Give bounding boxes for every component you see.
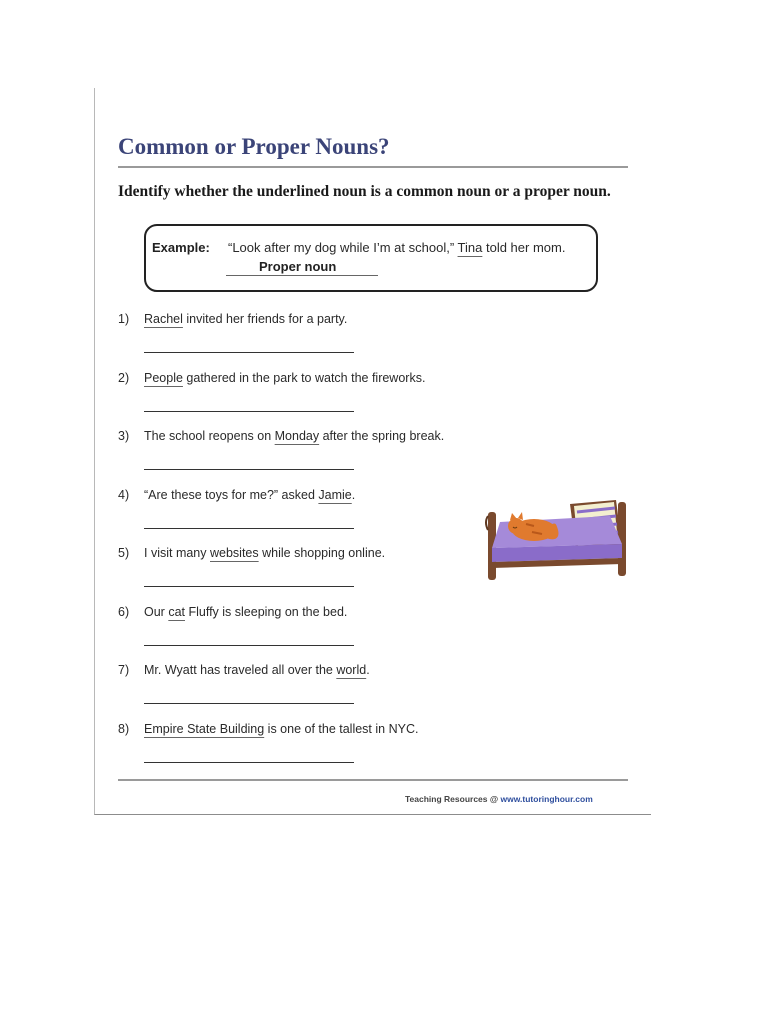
question-number: 3) <box>118 429 130 443</box>
question-number: 2) <box>118 371 130 385</box>
question-text <box>144 312 347 326</box>
question-text <box>144 371 425 385</box>
question-text-after: . <box>351 488 356 502</box>
example-answer-line <box>226 275 378 276</box>
underlined-noun: Jamie <box>318 488 352 502</box>
question-text-before: The school reopens on <box>144 429 275 443</box>
question-text-before: I visit many <box>144 546 210 560</box>
answer-line[interactable] <box>144 762 354 763</box>
question-text <box>144 722 418 736</box>
question-text-after: while shopping online. <box>258 546 386 560</box>
question-text-after: is one of the tallest in NYC. <box>264 722 419 736</box>
question-text-after: Fluffy is sleeping on the bed. <box>185 605 348 619</box>
question-number: 1) <box>118 312 130 326</box>
title-divider <box>118 166 628 168</box>
example-underlined-noun: Tina <box>457 240 483 255</box>
question-text-after: gathered in the park to watch the fireworks. <box>182 371 426 385</box>
question-text-after: after the spring break. <box>319 429 445 443</box>
question-number: 8) <box>118 722 130 736</box>
underlined-noun: cat <box>168 605 185 619</box>
answer-line[interactable] <box>144 528 354 529</box>
question-text <box>144 429 444 443</box>
question-text-before: “Are these toys for me?” asked <box>144 488 319 502</box>
example-text-after: told her mom. <box>485 240 566 255</box>
question-text <box>144 546 385 560</box>
example-box <box>144 224 598 292</box>
underlined-noun: Rachel <box>144 312 183 326</box>
question-text <box>144 488 355 502</box>
question-text-before: Mr. Wyatt has traveled all over the <box>144 663 337 677</box>
underlined-noun: websites <box>210 546 259 560</box>
question-text-after: . <box>366 663 370 677</box>
footer-prefix: Teaching Resources @ <box>405 794 501 804</box>
underlined-noun: world <box>336 663 367 677</box>
underlined-noun: Monday <box>274 429 320 443</box>
question-text-before: Our <box>144 605 169 619</box>
example-text-before: “Look after my dog while I’m at school,” <box>228 240 455 255</box>
answer-line[interactable] <box>144 469 354 470</box>
footer-link[interactable]: www.tutoringhour.com <box>500 794 593 804</box>
answer-line[interactable] <box>144 703 354 704</box>
answer-line[interactable] <box>144 645 354 646</box>
underlined-noun: Empire State Building <box>144 722 265 736</box>
underlined-noun: People <box>144 371 183 385</box>
answer-line[interactable] <box>144 411 354 412</box>
instructions: Identify whether the underlined noun is a common noun or a proper noun. <box>118 183 611 200</box>
worksheet-title: Common or Proper Nouns? <box>118 134 390 159</box>
question-number: 5) <box>118 546 130 560</box>
example-label: Example: <box>152 240 210 255</box>
example-answer: Proper noun <box>259 259 337 274</box>
answer-line[interactable] <box>144 352 354 353</box>
cat-sleeping-on-bed-icon <box>482 496 630 582</box>
question-text <box>144 605 347 619</box>
question-text <box>144 663 370 677</box>
example-sentence <box>228 240 565 255</box>
footer-credit <box>405 794 593 804</box>
question-number: 4) <box>118 488 130 502</box>
question-text-after: invited her friends for a party. <box>182 312 348 326</box>
question-number: 6) <box>118 605 130 619</box>
footer-divider <box>118 779 628 781</box>
answer-line[interactable] <box>144 586 354 587</box>
question-number: 7) <box>118 663 130 677</box>
